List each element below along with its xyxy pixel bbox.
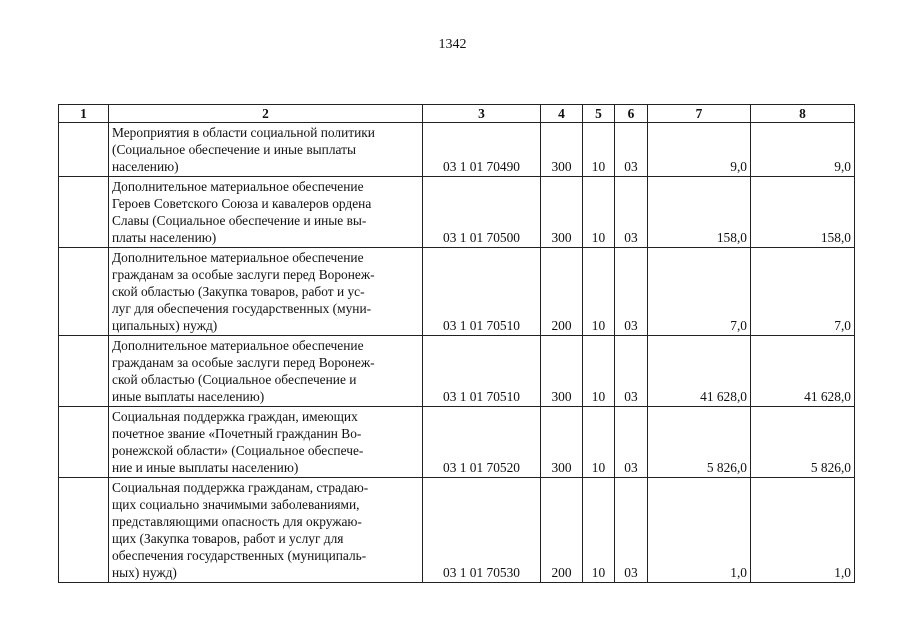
row-number-cell (59, 248, 109, 336)
expense-name-line: ных) нужд) (112, 565, 177, 580)
target-article-code-cell: 03 1 01 70490 (423, 123, 541, 177)
amount-col7-cell: 1,0 (648, 478, 751, 583)
expense-name-line: ской областью (Социальное обеспечение и (112, 372, 357, 387)
table-row (59, 478, 855, 583)
expense-name-line: Дополнительное материальное обеспечение (112, 179, 364, 194)
amount-col8-cell: 1,0 (751, 478, 855, 583)
table-row (59, 123, 855, 177)
amount-col7-cell: 158,0 (648, 177, 751, 248)
expense-name-line: Героев Советского Союза и кавалеров ордена (112, 196, 372, 211)
row-number-cell (59, 336, 109, 407)
row-number-cell (59, 478, 109, 583)
row-number-cell (59, 123, 109, 177)
row-number-cell (59, 177, 109, 248)
expense-name-line: Дополнительное материальное обеспечение (112, 338, 364, 353)
target-article-code-cell: 03 1 01 70510 (423, 248, 541, 336)
subsection-cell: 03 (615, 336, 648, 407)
target-article-code-cell: 03 1 01 70500 (423, 177, 541, 248)
expense-name-line: платы населению) (112, 230, 217, 245)
subsection-cell: 03 (615, 177, 648, 248)
section-cell: 10 (583, 336, 615, 407)
section-cell: 10 (583, 123, 615, 177)
header-cell-col8: 8 (751, 105, 855, 123)
subsection-cell: 03 (615, 248, 648, 336)
page-number: 1342 (438, 37, 467, 52)
expense-name-cell (109, 478, 423, 583)
section-cell: 10 (583, 177, 615, 248)
expense-name-line: ципальных) нужд) (112, 318, 218, 333)
table-row (59, 248, 855, 336)
expense-name-line: Социальная поддержка граждан, имеющих (112, 409, 358, 424)
expense-name-cell (109, 407, 423, 478)
expense-name-line: щих (Закупка товаров, работ и услуг для (112, 531, 344, 546)
expense-name-line: гражданам за особые заслуги перед Воронеж- (112, 267, 375, 282)
amount-col7-cell: 41 628,0 (648, 336, 751, 407)
expense-name-line: щих социально значимыми заболеваниями, (112, 497, 360, 512)
expense-name-line: обеспечения государственных (муниципаль- (112, 548, 367, 563)
expense-type-cell: 300 (541, 336, 583, 407)
row-number-cell (59, 407, 109, 478)
expense-name-cell (109, 123, 423, 177)
section-cell: 10 (583, 407, 615, 478)
section-cell: 10 (583, 248, 615, 336)
expense-name-cell (109, 248, 423, 336)
expense-name-cell (109, 177, 423, 248)
header-cell-col7: 7 (648, 105, 751, 123)
target-article-code-cell: 03 1 01 70530 (423, 478, 541, 583)
amount-col8-cell: 41 628,0 (751, 336, 855, 407)
target-article-code-cell: 03 1 01 70510 (423, 336, 541, 407)
expense-name-line: (Социальное обеспечение и иные выплаты (112, 142, 356, 157)
amount-col8-cell: 9,0 (751, 123, 855, 177)
expense-name-cell (109, 336, 423, 407)
header-cell-col2: 2 (109, 105, 423, 123)
amount-col8-cell: 7,0 (751, 248, 855, 336)
subsection-cell: 03 (615, 478, 648, 583)
amount-col7-cell: 5 826,0 (648, 407, 751, 478)
expense-name-line: Социальная поддержка гражданам, страдаю- (112, 480, 369, 495)
header-cell-col5: 5 (583, 105, 615, 123)
expense-name-line: гражданам за особые заслуги перед Воронеж- (112, 355, 375, 370)
expense-name-line: представляющими опасность для окружаю- (112, 514, 362, 529)
header-cell-col1: 1 (59, 105, 109, 123)
header-cell-col4: 4 (541, 105, 583, 123)
expense-name-line: иные выплаты населению) (112, 389, 265, 404)
expense-type-cell: 300 (541, 123, 583, 177)
table-row (59, 336, 855, 407)
subsection-cell: 03 (615, 407, 648, 478)
expense-type-cell: 200 (541, 478, 583, 583)
expense-name-line: ской областью (Закупка товаров, работ и ус- (112, 284, 365, 299)
amount-col8-cell: 158,0 (751, 177, 855, 248)
expense-name-line: населению) (112, 159, 179, 174)
expense-type-cell: 200 (541, 248, 583, 336)
expense-name-line: Мероприятия в области социальной политики (112, 125, 375, 140)
header-cell-col6: 6 (615, 105, 648, 123)
amount-col7-cell: 7,0 (648, 248, 751, 336)
header-row (59, 105, 855, 123)
expense-name-line: луг для обеспечения государственных (муни- (112, 301, 372, 316)
target-article-code-cell: 03 1 01 70520 (423, 407, 541, 478)
subsection-cell: 03 (615, 123, 648, 177)
expense-name-line: Славы (Социальное обеспечение и иные вы- (112, 213, 367, 228)
budget-table (58, 104, 855, 583)
expense-type-cell: 300 (541, 407, 583, 478)
header-cell-col3: 3 (423, 105, 541, 123)
table-row (59, 407, 855, 478)
table-row (59, 177, 855, 248)
expense-type-cell: 300 (541, 177, 583, 248)
expense-name-line: почетное звание «Почетный гражданин Во- (112, 426, 362, 441)
expense-name-line: ронежской области» (Социальное обеспече- (112, 443, 364, 458)
table-body (59, 123, 855, 583)
amount-col7-cell: 9,0 (648, 123, 751, 177)
expense-name-line: ние и иные выплаты населению) (112, 460, 299, 475)
section-cell: 10 (583, 478, 615, 583)
amount-col8-cell: 5 826,0 (751, 407, 855, 478)
expense-name-line: Дополнительное материальное обеспечение (112, 250, 364, 265)
